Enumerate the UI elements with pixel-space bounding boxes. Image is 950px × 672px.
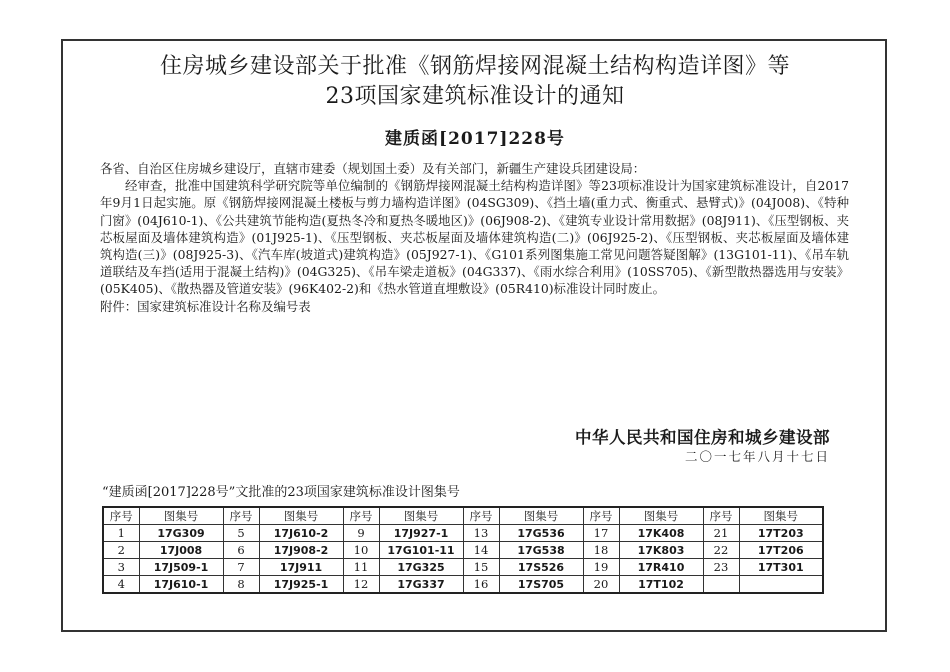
row-number xyxy=(703,576,739,594)
atlas-code: 17J610-1 xyxy=(139,576,223,594)
row-number: 13 xyxy=(463,525,499,542)
header-no: 序号 xyxy=(343,507,379,525)
header-code: 图集号 xyxy=(619,507,703,525)
row-number: 10 xyxy=(343,542,379,559)
atlas-code: 17J509-1 xyxy=(139,559,223,576)
row-number: 5 xyxy=(223,525,259,542)
atlas-code: 17T203 xyxy=(739,525,823,542)
row-number: 1 xyxy=(103,525,139,542)
row-number: 11 xyxy=(343,559,379,576)
table-row xyxy=(103,542,823,559)
header-no: 序号 xyxy=(103,507,139,525)
table-row xyxy=(103,525,823,542)
issue-date: 二〇一七年八月十七日 xyxy=(684,449,830,464)
row-number: 12 xyxy=(343,576,379,594)
addressee: 各省、自治区住房城乡建设厅，直辖市建委（规划国土委）及有关部门，新疆生产建设兵团建设局： xyxy=(100,161,646,176)
atlas-code: 17J911 xyxy=(259,559,343,576)
row-number: 2 xyxy=(103,542,139,559)
atlas-code: 17J908-2 xyxy=(259,542,343,559)
notice-body xyxy=(100,160,849,315)
header-no: 序号 xyxy=(463,507,499,525)
notice-title-line1: 住房城乡建设部关于批准《钢筋焊接网混凝土结构构造详图》等 xyxy=(159,54,790,79)
row-number: 3 xyxy=(103,559,139,576)
row-number: 19 xyxy=(583,559,619,576)
row-number: 17 xyxy=(583,525,619,542)
header-code: 图集号 xyxy=(379,507,463,525)
atlas-code xyxy=(739,576,823,594)
body-paragraph: 经审查，批准中国建筑科学研究院等单位编制的《钢筋焊接网混凝土结构构造详图》等23项标准设计为国家建筑标准设计，自2017年9月1日起实施。原《钢筋焊接网混凝土楼板与剪力墙构造详图》(04SG309)、《挡土墙(重力式、衡重式、悬臂式)》(04J008)、《特种门窗》(04J610-1)、《公共建筑节能构造(夏热冬冷和夏热冬暖地区)》(06J908-2)、《建筑专业设计常用数据》(08J911)、《压型钢板、夹芯板屋面及墙体建筑构造》(01J925-1)、《压型钢板、夹芯板屋面及墙体建筑构造(二)》(06J925-2)、《压型钢板、夹芯板屋面及墙体建筑构造(三)》(08J925-3)、《汽车库(坡道式)建筑构造》(05J927-1)、《G101系列图集施工常见问题答疑图解》(13G101-11)、《吊车轨道联结及车挡(适用于混凝土结构)》(04G325)、《吊车梁走道板》(04G337)、《雨水综合利用》(10SS705)、《新型散热器选用与安装》(05K405)、《散热器及管道安装》(96K402-2)和《热水管道直埋敷设》(05R410)标准设计同时废止。 xyxy=(100,178,849,297)
atlas-code: 17J927-1 xyxy=(379,525,463,542)
row-number: 9 xyxy=(343,525,379,542)
atlas-code: 17J610-2 xyxy=(259,525,343,542)
atlas-code: 17S705 xyxy=(499,576,583,594)
atlas-code: 17G337 xyxy=(379,576,463,594)
atlas-code: 17K803 xyxy=(619,542,703,559)
row-number: 15 xyxy=(463,559,499,576)
header-code: 图集号 xyxy=(139,507,223,525)
row-number: 6 xyxy=(223,542,259,559)
table-row xyxy=(103,576,823,594)
document-number: 建质函[2017]228号 xyxy=(385,129,565,149)
atlas-code: 17T102 xyxy=(619,576,703,594)
header-no: 序号 xyxy=(703,507,739,525)
table-header-row xyxy=(103,507,823,525)
attachment-line: 附件：国家建筑标准设计名称及编号表 xyxy=(100,298,311,314)
atlas-code: 17S526 xyxy=(499,559,583,576)
row-number: 20 xyxy=(583,576,619,594)
row-number: 23 xyxy=(703,559,739,576)
standards-table xyxy=(102,506,824,594)
row-number: 7 xyxy=(223,559,259,576)
table-caption: “建质函[2017]228号”文批准的23项国家建筑标准设计图集号 xyxy=(102,485,460,500)
row-number: 8 xyxy=(223,576,259,594)
issuer: 中华人民共和国住房和城乡建设部 xyxy=(575,428,830,447)
row-number: 14 xyxy=(463,542,499,559)
header-code: 图集号 xyxy=(259,507,343,525)
atlas-code: 17T206 xyxy=(739,542,823,559)
header-no: 序号 xyxy=(223,507,259,525)
header-code: 图集号 xyxy=(739,507,823,525)
row-number: 21 xyxy=(703,525,739,542)
table-row xyxy=(103,559,823,576)
atlas-code: 17G325 xyxy=(379,559,463,576)
atlas-code: 17K408 xyxy=(619,525,703,542)
header-no: 序号 xyxy=(583,507,619,525)
atlas-code: 17G538 xyxy=(499,542,583,559)
notice-title-line2: 23项国家建筑标准设计的通知 xyxy=(325,84,625,109)
atlas-code: 17J008 xyxy=(139,542,223,559)
atlas-code: 17J925-1 xyxy=(259,576,343,594)
atlas-code: 17G309 xyxy=(139,525,223,542)
atlas-code: 17R410 xyxy=(619,559,703,576)
row-number: 16 xyxy=(463,576,499,594)
header-code: 图集号 xyxy=(499,507,583,525)
row-number: 22 xyxy=(703,542,739,559)
row-number: 4 xyxy=(103,576,139,594)
atlas-code: 17G536 xyxy=(499,525,583,542)
atlas-code: 17T301 xyxy=(739,559,823,576)
atlas-code: 17G101-11 xyxy=(379,542,463,559)
row-number: 18 xyxy=(583,542,619,559)
